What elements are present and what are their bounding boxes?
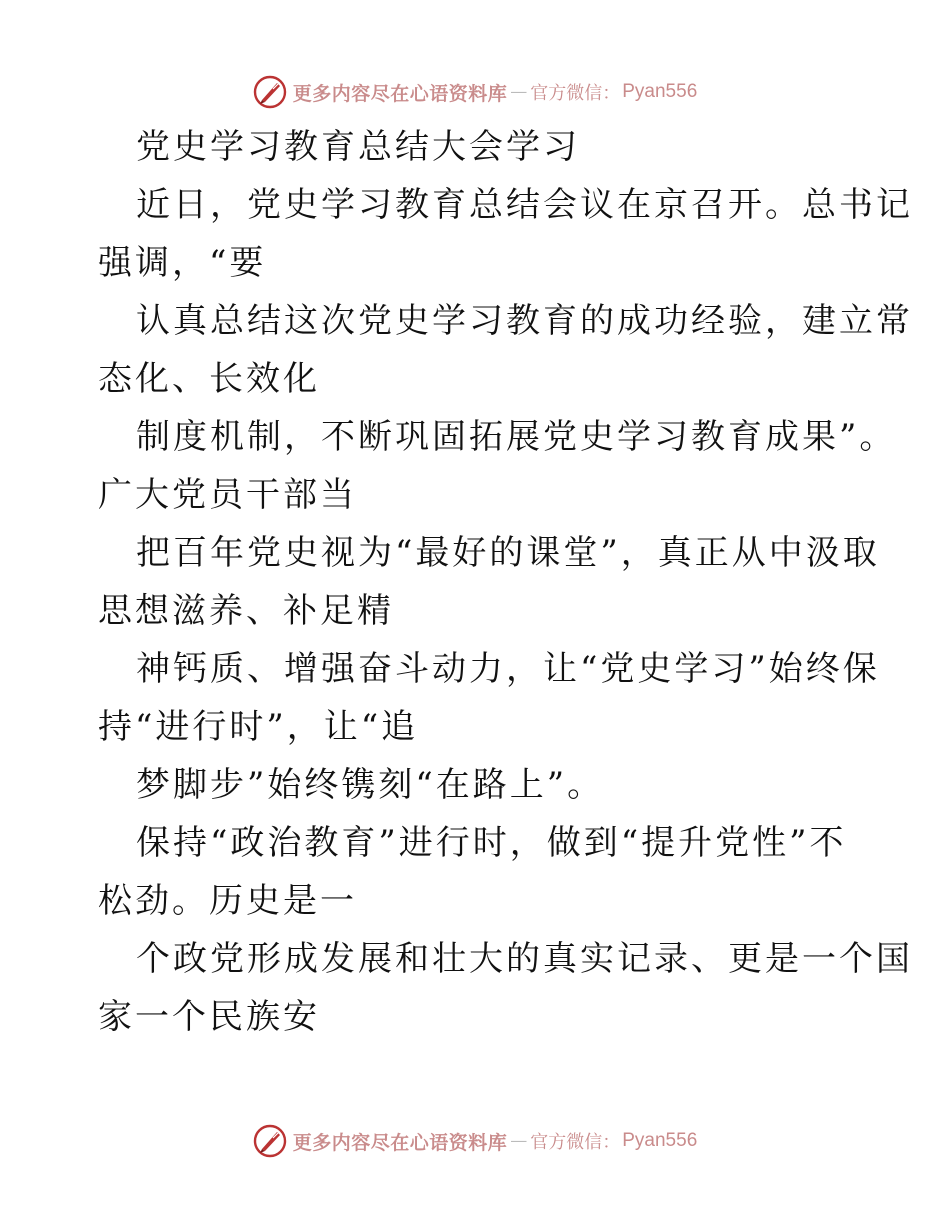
paragraph-line: 松劲。历史是一 (98, 881, 357, 921)
watermark-site-text: 更多内容尽在心语资料库 (292, 1131, 508, 1154)
watermark-site-text: 更多内容尽在心语资料库 (292, 82, 508, 105)
document-title: 党史学习教育总结大会学习 (136, 127, 580, 167)
bottom-watermark-banner (0, 1121, 950, 1161)
watermark-separator: — (510, 1131, 528, 1151)
document-body (98, 118, 913, 1046)
paragraph-line: 神钙质、增强奋斗动力，让“党史学习”始终保 (136, 649, 880, 689)
paragraph-line: 制度机制，不断巩固拓展党史学习教育成果”。 (136, 417, 897, 457)
watermark-wechat-id: Pyan556 (622, 81, 698, 102)
watermark-official-label: 官方微信： (530, 83, 621, 104)
watermark-separator: — (510, 82, 528, 102)
top-watermark-banner (0, 72, 950, 112)
watermark-wechat-id: Pyan556 (622, 1130, 698, 1151)
paragraph-line: 广大党员干部当 (98, 475, 357, 515)
quill-pen-logo-icon (253, 1124, 287, 1158)
paragraph-line: 态化、长效化 (98, 359, 320, 399)
paragraph-line: 思想滋养、补足精 (98, 591, 394, 631)
paragraph-line: 把百年党史视为“最好的课堂”，真正从中汲取 (136, 533, 880, 573)
paragraph-line: 梦脚步”始终镌刻“在路上”。 (136, 765, 605, 805)
watermark-official-label: 官方微信： (530, 1132, 621, 1153)
paragraph-line: 近日，党史学习教育总结会议在京召开。总书记 (136, 185, 913, 225)
paragraph-line: 强调，“要 (98, 243, 267, 283)
paragraph-line: 保持“政治教育”进行时，做到“提升党性”不 (136, 823, 847, 863)
quill-pen-logo-icon (253, 75, 287, 109)
paragraph-line: 家一个民族安 (98, 997, 320, 1037)
paragraph-line: 个政党形成发展和壮大的真实记录、更是一个国 (136, 939, 913, 979)
paragraph-line: 持“进行时”，让“追 (98, 707, 419, 747)
paragraph-line: 认真总结这次党史学习教育的成功经验，建立常 (136, 301, 913, 341)
